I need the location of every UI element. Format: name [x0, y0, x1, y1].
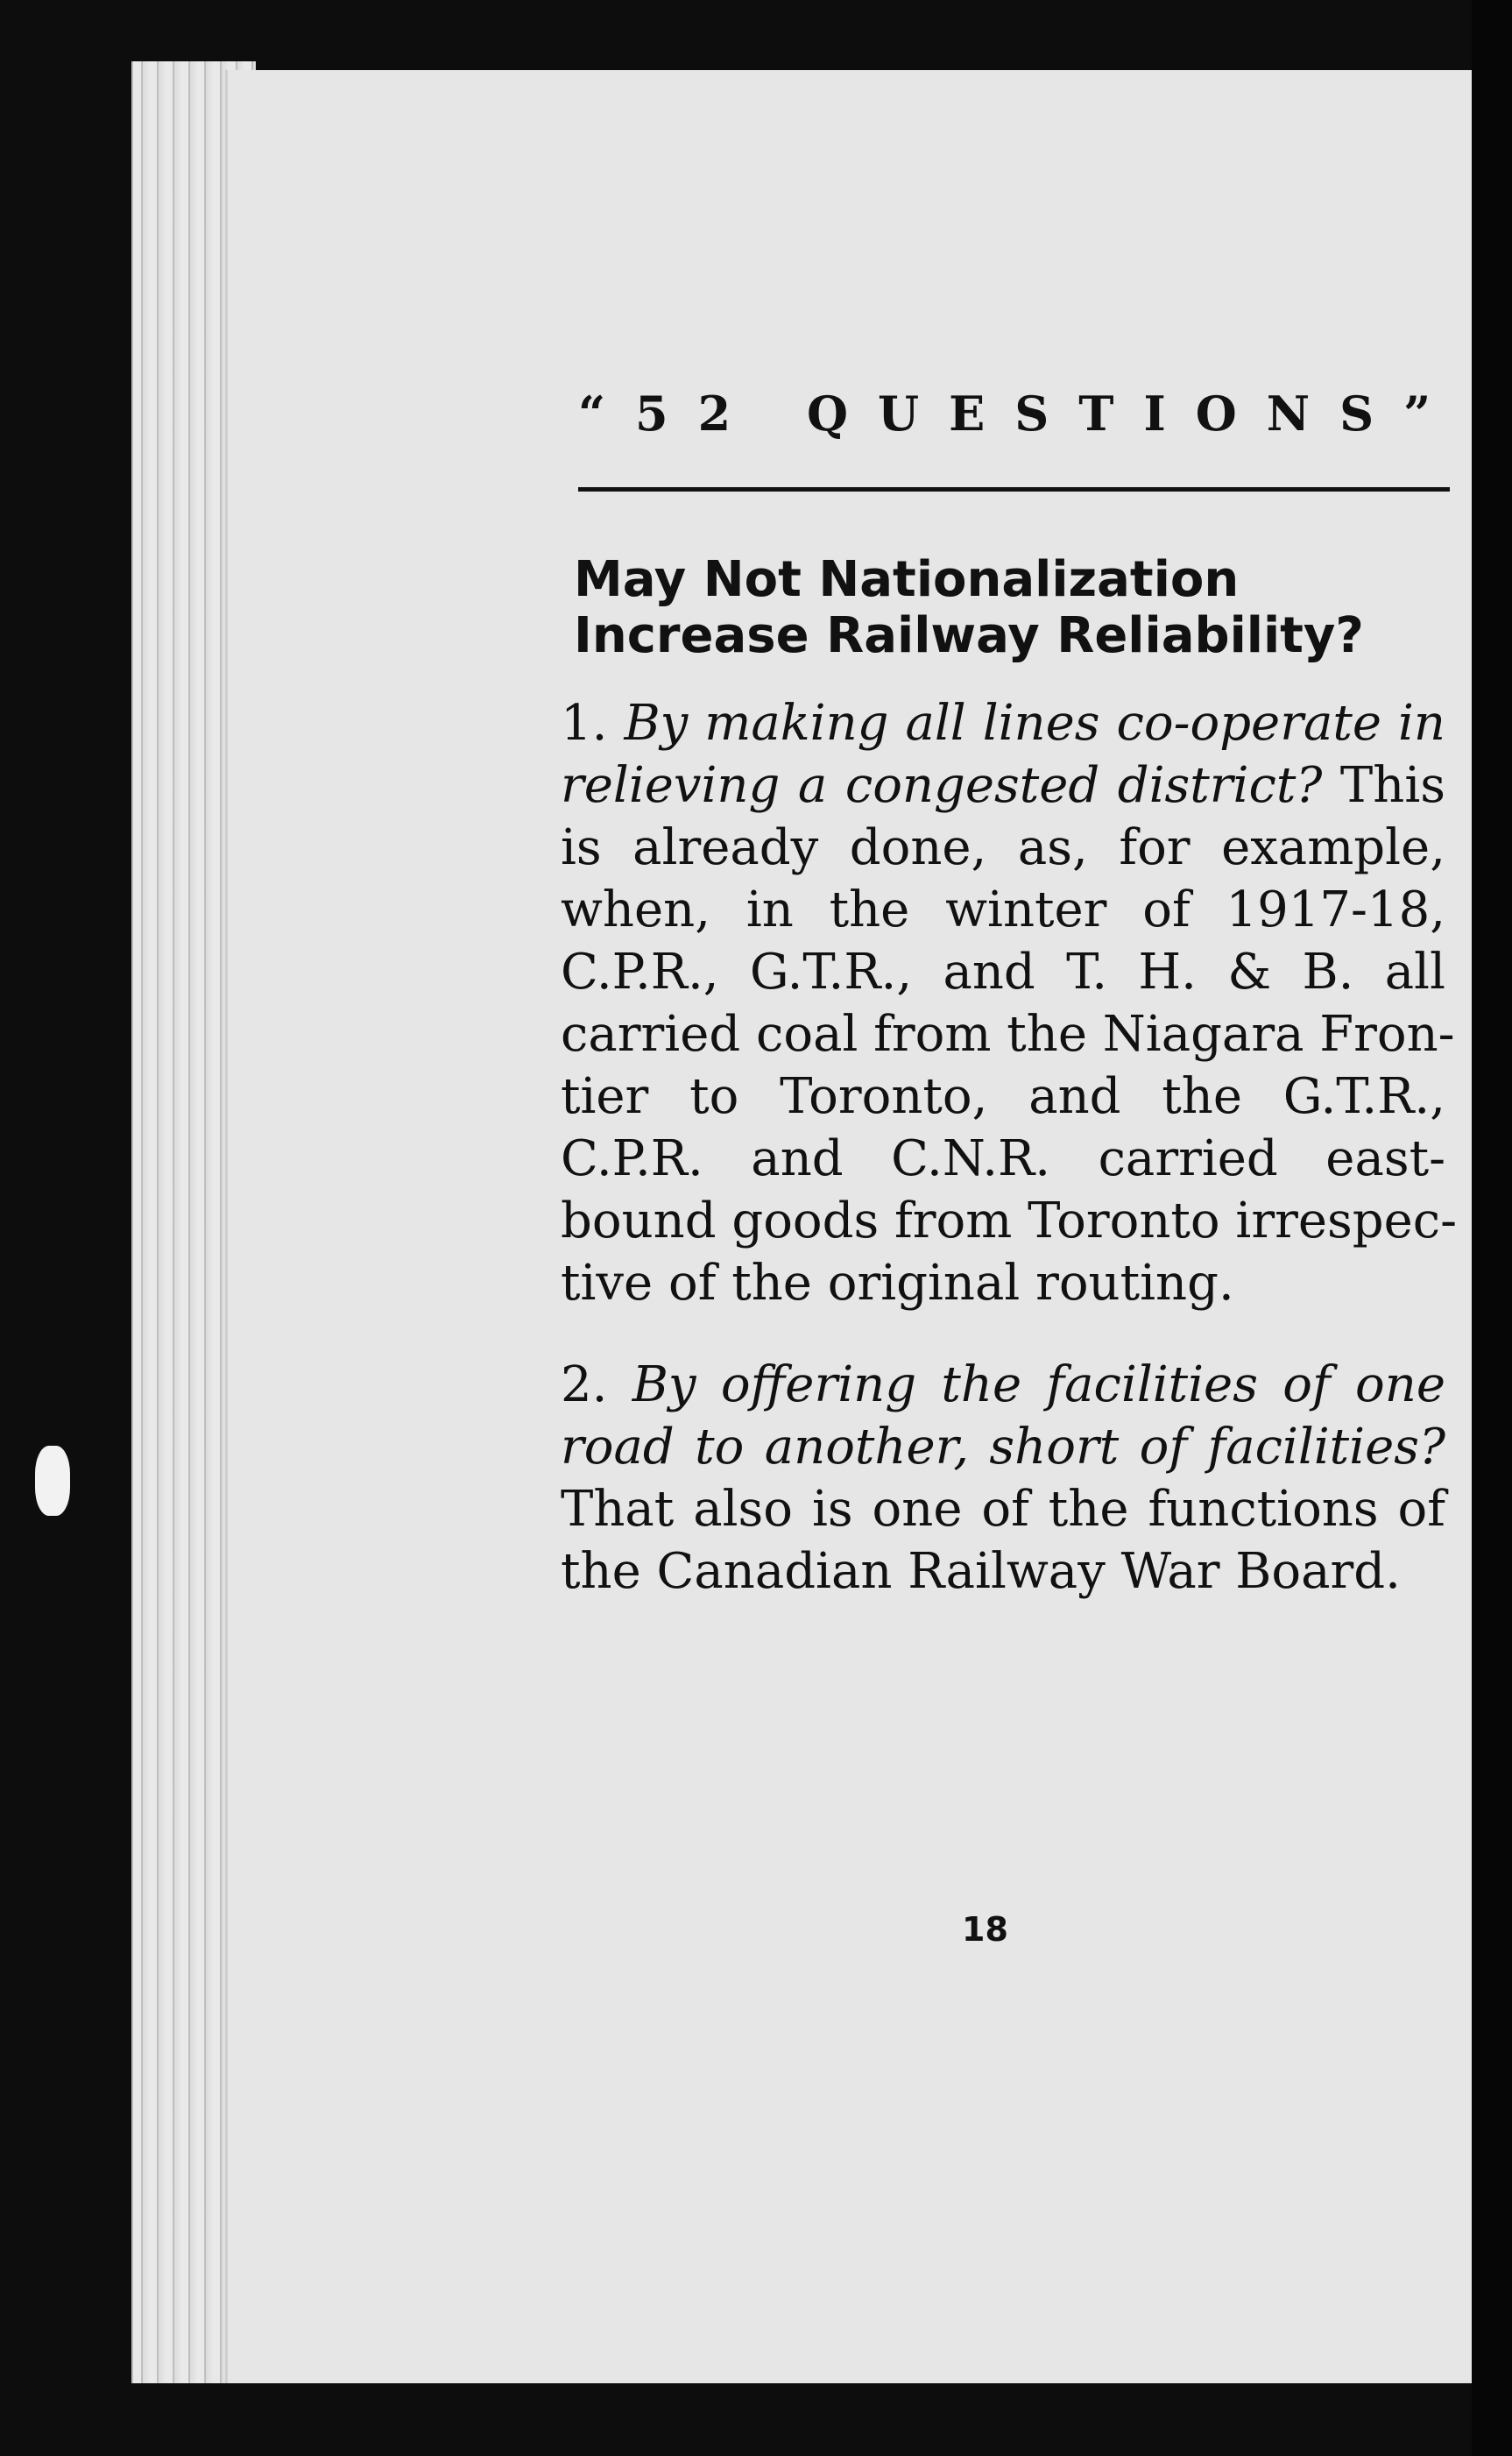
p2-line-3: That also is one of the functions of [561, 1481, 1445, 1538]
p1-line-1 [561, 692, 1445, 754]
p1-line-7: tier to Toronto, and the G.T.R., [561, 1068, 1445, 1125]
p1-number: 1. [561, 695, 608, 752]
page-number: 18 [962, 1910, 1008, 1949]
p1-line-5: C.P.R., G.T.R., and T. H. & B. all [561, 944, 1445, 1001]
p1-line-6: carried coal from the Niagara Fron- [561, 1006, 1455, 1063]
p2-line-4: the Canadian Railway War Board. [561, 1543, 1401, 1600]
p1-line-9: bound goods from Toronto irrespec- [561, 1193, 1458, 1249]
paragraph-2 [561, 1354, 1445, 1603]
paragraph-1 [561, 692, 1458, 1314]
header-rule [578, 487, 1450, 492]
p1-line-4: when, in the winter of 1917-18, [561, 881, 1445, 938]
p2-question-part-1: By offering the facilities of one [632, 1356, 1445, 1413]
right-border-shadow [1472, 0, 1512, 2456]
p1-question-part-1: By making all lines co-operate in [624, 695, 1445, 752]
p2-line-1 [561, 1354, 1445, 1416]
p2-question-part-2: road to another, short of facilities? [561, 1419, 1445, 1476]
p1-line-10: tive of the original routing. [561, 1255, 1234, 1312]
page-edge-blemish [35, 1446, 70, 1516]
section-heading [574, 552, 1450, 664]
p1-line-8: C.P.R. and C.N.R. carried east- [561, 1130, 1445, 1187]
heading-line-2: Increase Railway Reliability? [574, 607, 1364, 664]
p1-question-part-2: relieving a congested district? [561, 757, 1323, 814]
p2-number: 2. [561, 1356, 608, 1413]
p1-line-2 [561, 754, 1445, 817]
p2-line-2 [561, 1416, 1445, 1478]
heading-line-1: May Not Nationalization [574, 551, 1240, 608]
p1-line-3: is already done, as, for example, [561, 819, 1445, 876]
running-head: “52 QUESTIONS” [578, 386, 1461, 442]
p1-line-2-rest: This [1322, 757, 1445, 814]
